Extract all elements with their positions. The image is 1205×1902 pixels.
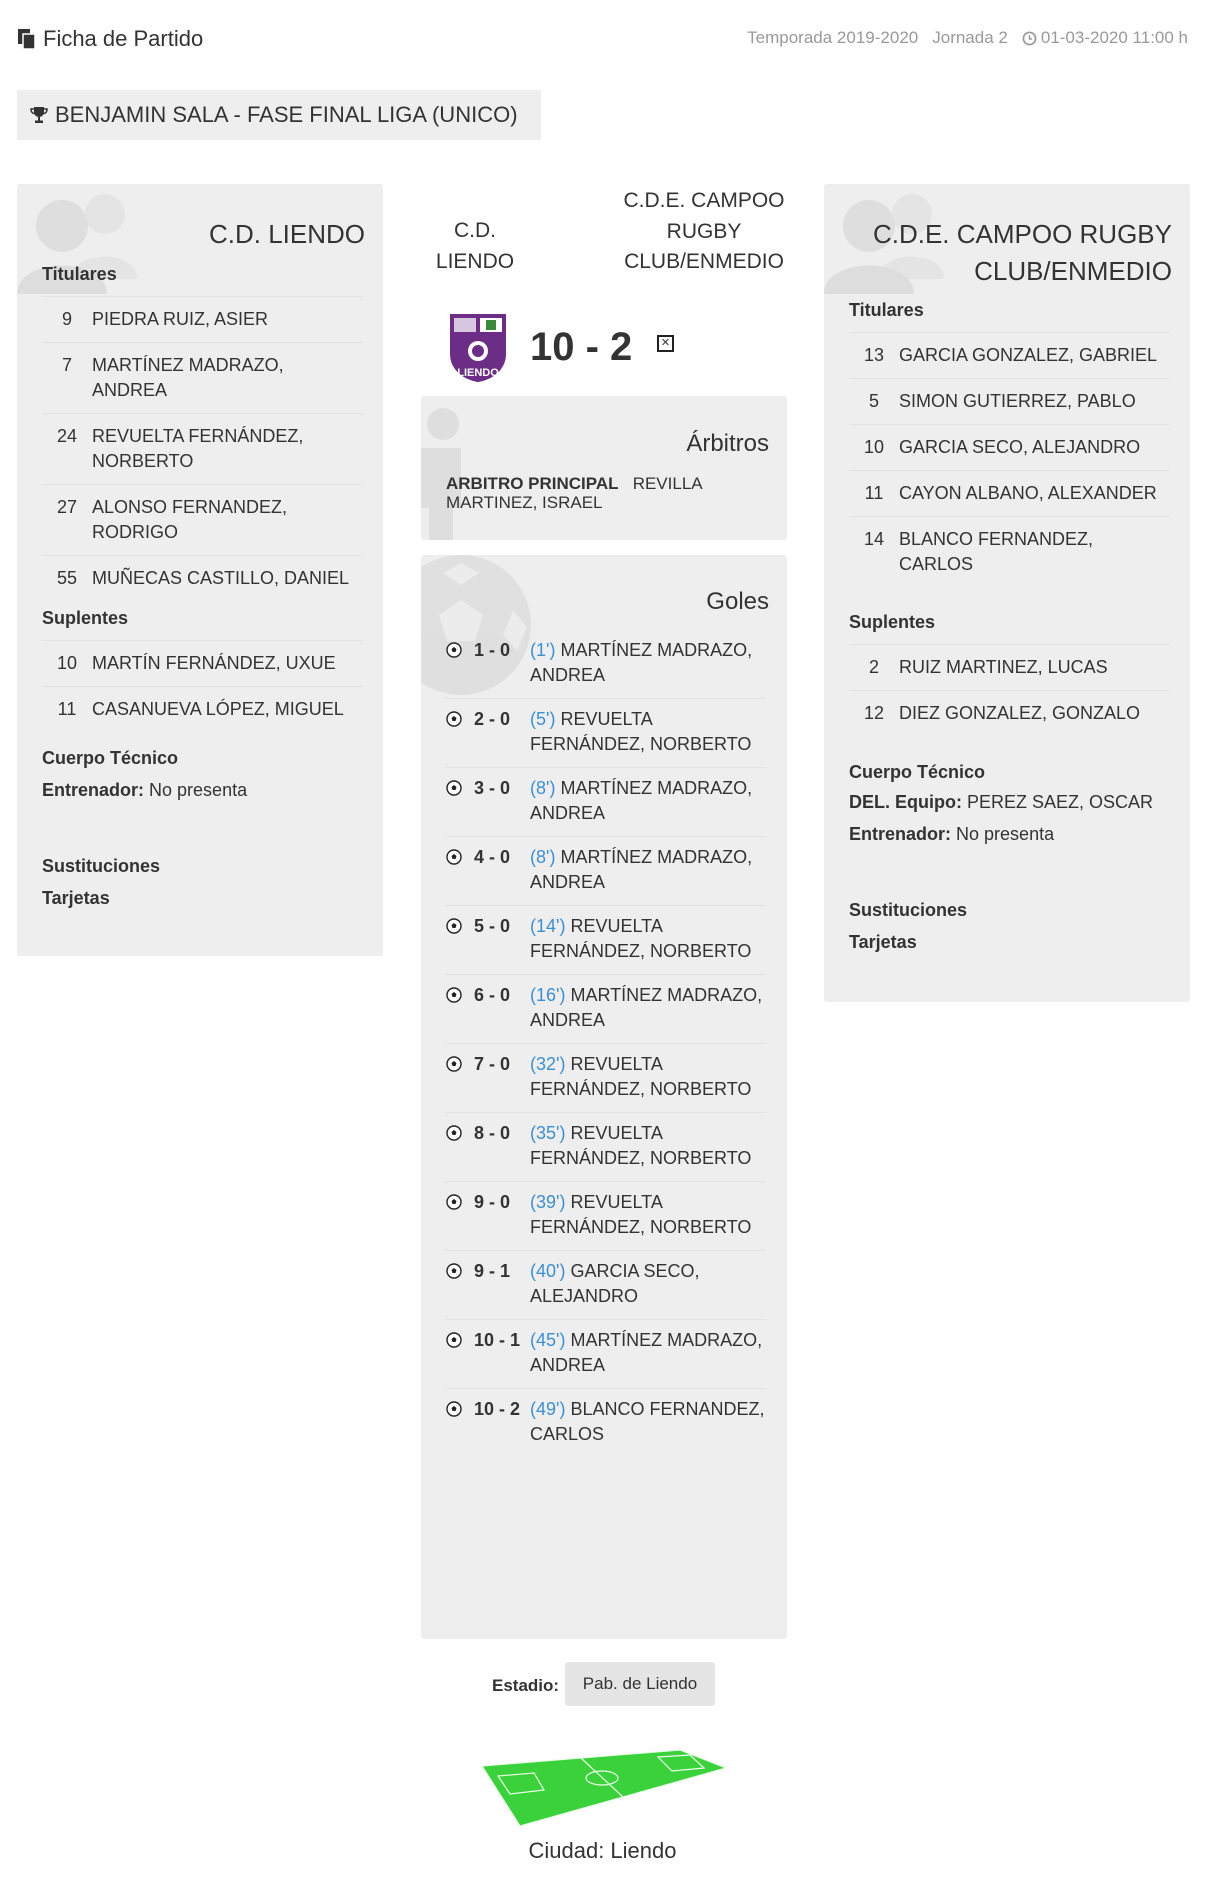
goal-player: MARTÍNEZ MADRAZO, ANDREA: [530, 640, 753, 685]
coach-value: No presenta: [149, 780, 248, 800]
goal-row[interactable]: [446, 630, 766, 698]
goal-player: BLANCO FERNANDEZ, CARLOS: [530, 1399, 765, 1444]
goal-minute: (8'): [530, 778, 556, 798]
goal-player: GARCIA SECO, ALEJANDRO: [530, 1261, 700, 1306]
goal-minute: (1'): [530, 640, 556, 660]
goal-score: 10 - 2: [474, 1399, 521, 1419]
player-number: 10: [863, 437, 885, 457]
coach-label: Entrenador:: [849, 824, 952, 844]
player-name: CASANUEVA LÓPEZ, MIGUEL: [92, 699, 344, 719]
goal-minute: (14'): [530, 916, 566, 936]
delegate-label: DEL. Equipo:: [849, 792, 962, 812]
player-name: MUÑECAS CASTILLO, DANIEL: [92, 568, 350, 588]
broken-image-icon[interactable]: ✕: [657, 335, 674, 352]
goal-minute: (35'): [530, 1123, 566, 1143]
player-name: PIEDRA RUIZ, ASIER: [92, 309, 269, 329]
goal-player: REVUELTA FERNÁNDEZ, NORBERTO: [530, 1054, 752, 1099]
goals-panel: [421, 555, 787, 1639]
delegate-value: PEREZ SAEZ, OSCAR: [967, 792, 1154, 812]
player-row[interactable]: [42, 484, 362, 555]
player-number: 7: [61, 355, 72, 375]
home-substitutions-heading: Sustituciones: [42, 856, 161, 876]
player-row[interactable]: [849, 332, 1169, 378]
soccer-ball-icon: [446, 1397, 474, 1447]
soccer-ball-icon: [446, 845, 474, 895]
goal-row[interactable]: [446, 905, 766, 974]
goal-minute: (40'): [530, 1261, 566, 1281]
football-field-icon: [482, 1738, 726, 1828]
referee-role: ARBITRO PRINCIPAL: [446, 474, 619, 493]
away-delegate: [849, 792, 1153, 813]
person-icon: [421, 396, 481, 540]
home-staff-heading: Cuerpo Técnico: [42, 748, 179, 768]
player-row[interactable]: [42, 413, 362, 484]
player-name: REVUELTA FERNÁNDEZ, NORBERTO: [92, 426, 304, 471]
player-row[interactable]: [849, 644, 1169, 690]
home-titulares-heading: Titulares: [42, 264, 117, 284]
goal-row[interactable]: [446, 836, 766, 905]
away-team-panel: [824, 184, 1190, 1002]
coach-value: No presenta: [956, 824, 1055, 844]
away-titulares-list: [849, 332, 1169, 587]
goal-score: 7 - 0: [474, 1054, 511, 1074]
away-substitutions-heading: Sustituciones: [849, 900, 968, 920]
goal-minute: (5'): [530, 709, 556, 729]
competition-name: BENJAMIN SALA - FASE FINAL LIGA (UNICO): [55, 102, 518, 127]
goal-score: 6 - 0: [474, 985, 511, 1005]
soccer-ball-icon: [446, 707, 474, 757]
goal-minute: (45'): [530, 1330, 566, 1350]
copy-icon: [17, 28, 37, 50]
away-team-name-center[interactable]: C.D.E. CAMPOO RUGBY CLUB/ENMEDIO: [623, 189, 785, 273]
goal-player: MARTÍNEZ MADRAZO, ANDREA: [530, 985, 763, 1030]
soccer-ball-icon: [446, 1190, 474, 1240]
clock-icon: [1022, 31, 1037, 46]
datetime-text: 01-03-2020 11:00 h: [1040, 28, 1188, 47]
player-number: 55: [56, 568, 78, 588]
away-cards-heading: Tarjetas: [849, 932, 917, 952]
home-coach: [42, 780, 247, 801]
crest-text: LIENDO: [457, 367, 499, 379]
player-row[interactable]: [42, 640, 362, 686]
goal-row[interactable]: [446, 1181, 766, 1250]
goal-row[interactable]: [446, 1319, 766, 1388]
player-row[interactable]: [849, 424, 1169, 470]
goal-player: REVUELTA FERNÁNDEZ, NORBERTO: [530, 1192, 752, 1237]
soccer-ball-icon: [446, 1259, 474, 1309]
home-crest[interactable]: [446, 308, 510, 389]
player-number: 10: [56, 653, 78, 673]
goal-row[interactable]: [446, 698, 766, 767]
player-name: GARCIA SECO, ALEJANDRO: [899, 437, 1141, 457]
player-number: 11: [57, 699, 77, 719]
goal-detail: [530, 914, 766, 964]
player-row[interactable]: [849, 690, 1169, 736]
goal-detail: [530, 1397, 766, 1447]
goals-list: [446, 630, 766, 1457]
player-number: 12: [863, 703, 885, 723]
player-name: RUIZ MARTINEZ, LUCAS: [899, 657, 1108, 677]
page-title: [17, 26, 203, 52]
player-number: 14: [863, 529, 885, 549]
home-team-title: C.D. LIENDO: [208, 219, 365, 249]
player-name: MARTÍNEZ MADRAZO, ANDREA: [92, 355, 284, 400]
player-row[interactable]: [849, 470, 1169, 516]
away-coach: [849, 824, 1054, 845]
away-titulares-heading: Titulares: [849, 300, 924, 320]
goal-player: MARTÍNEZ MADRAZO, ANDREA: [530, 847, 753, 892]
season-text: Temporada 2019-2020: [747, 28, 919, 47]
home-cards-heading: Tarjetas: [42, 888, 110, 908]
goal-row[interactable]: [446, 1112, 766, 1181]
player-row[interactable]: [42, 342, 362, 413]
goal-detail: [530, 845, 766, 895]
goal-row[interactable]: [446, 1043, 766, 1112]
goal-detail: [530, 1259, 766, 1309]
goal-detail: [530, 776, 766, 826]
soccer-ball-icon: [446, 1328, 474, 1378]
goal-minute: (8'): [530, 847, 556, 867]
goal-row[interactable]: [446, 1388, 766, 1457]
goal-detail: [530, 638, 766, 688]
round-text: Jornada 2: [932, 28, 1008, 47]
home-suplentes-list: [42, 640, 362, 732]
goal-detail: [530, 983, 766, 1033]
goal-row[interactable]: [446, 767, 766, 836]
goal-score: 9 - 1: [474, 1261, 511, 1281]
goal-player: REVUELTA FERNÁNDEZ, NORBERTO: [530, 709, 752, 754]
player-number: 9: [61, 309, 72, 329]
player-number: 13: [863, 345, 885, 365]
home-team-name-center[interactable]: C.D. LIENDO: [435, 219, 515, 273]
home-suplentes-heading: Suplentes: [42, 608, 129, 628]
goal-player: REVUELTA FERNÁNDEZ, NORBERTO: [530, 916, 752, 961]
player-row[interactable]: [849, 516, 1169, 587]
player-name: ALONSO FERNANDEZ, RODRIGO: [92, 497, 288, 542]
goal-score: 4 - 0: [474, 847, 511, 867]
player-name: GARCIA GONZALEZ, GABRIEL: [899, 345, 1158, 365]
goal-player: REVUELTA FERNÁNDEZ, NORBERTO: [530, 1123, 752, 1168]
goal-score: 10 - 1: [474, 1330, 521, 1350]
goal-minute: (39'): [530, 1192, 566, 1212]
soccer-ball-icon: [446, 1121, 474, 1171]
goal-score: 9 - 0: [474, 1192, 511, 1212]
goal-player: MARTÍNEZ MADRAZO, ANDREA: [530, 1330, 763, 1375]
player-row[interactable]: [42, 686, 362, 732]
away-suplentes-heading: Suplentes: [849, 612, 936, 632]
goal-detail: [530, 1190, 766, 1240]
home-crest-shield: [446, 308, 510, 384]
competition-badge: [17, 90, 541, 140]
soccer-ball-icon: [446, 638, 474, 688]
match-score: 10 - 2: [530, 325, 633, 369]
coach-label: Entrenador:: [42, 780, 145, 800]
trophy-icon: [29, 105, 49, 125]
player-name: SIMON GUTIERREZ, PABLO: [899, 391, 1136, 411]
player-name: DIEZ GONZALEZ, GONZALO: [899, 703, 1141, 723]
referee-entry: [446, 474, 766, 512]
player-row[interactable]: [849, 378, 1169, 424]
stadium-label: Estadio:: [492, 1676, 560, 1695]
player-number: 5: [868, 391, 879, 411]
city-label: Ciudad: Liendo: [528, 1838, 677, 1863]
referees-title: Árbitros: [686, 430, 769, 457]
goal-score: 2 - 0: [474, 709, 511, 729]
goal-detail: [530, 1328, 766, 1378]
player-row[interactable]: [42, 296, 362, 342]
referee-name: REVILLA MARTINEZ, ISRAEL: [446, 474, 702, 512]
player-row[interactable]: [42, 555, 362, 601]
player-number: 2: [868, 657, 879, 677]
page-title-text: Ficha de Partido: [43, 26, 204, 51]
soccer-ball-icon: [446, 776, 474, 826]
goal-row[interactable]: [446, 974, 766, 1043]
home-team-panel: [17, 184, 383, 956]
goal-minute: (49'): [530, 1399, 566, 1419]
player-number: 11: [864, 483, 884, 503]
away-staff-heading: Cuerpo Técnico: [849, 762, 986, 782]
goal-score: 8 - 0: [474, 1123, 511, 1143]
home-titulares-list: [42, 296, 362, 601]
player-name: CAYON ALBANO, ALEXANDER: [899, 483, 1157, 503]
goal-row[interactable]: [446, 1250, 766, 1319]
soccer-ball-icon: [446, 1052, 474, 1102]
goal-minute: (32'): [530, 1054, 566, 1074]
goal-minute: (16'): [530, 985, 566, 1005]
soccer-ball-icon: [446, 983, 474, 1033]
goal-detail: [530, 707, 766, 757]
goals-title: Goles: [706, 588, 769, 615]
match-meta: [747, 28, 1188, 48]
referees-panel: [421, 396, 787, 540]
goal-score: 5 - 0: [474, 916, 511, 936]
goal-score: 1 - 0: [474, 640, 511, 660]
soccer-ball-icon: [446, 914, 474, 964]
player-number: 24: [56, 426, 78, 446]
goal-detail: [530, 1121, 766, 1171]
goal-detail: [530, 1052, 766, 1102]
away-suplentes-list: [849, 644, 1169, 736]
away-team-title: C.D.E. CAMPOO RUGBY CLUB/ENMEDIO: [872, 219, 1172, 286]
goal-score: 3 - 0: [474, 778, 511, 798]
stadium-value[interactable]: Pab. de Liendo: [565, 1662, 715, 1706]
player-name: MARTÍN FERNÁNDEZ, UXUE: [92, 653, 336, 673]
player-number: 27: [56, 497, 78, 517]
datetime: [1022, 28, 1188, 48]
player-name: BLANCO FERNANDEZ, CARLOS: [899, 529, 1094, 574]
goal-player: MARTÍNEZ MADRAZO, ANDREA: [530, 778, 753, 823]
